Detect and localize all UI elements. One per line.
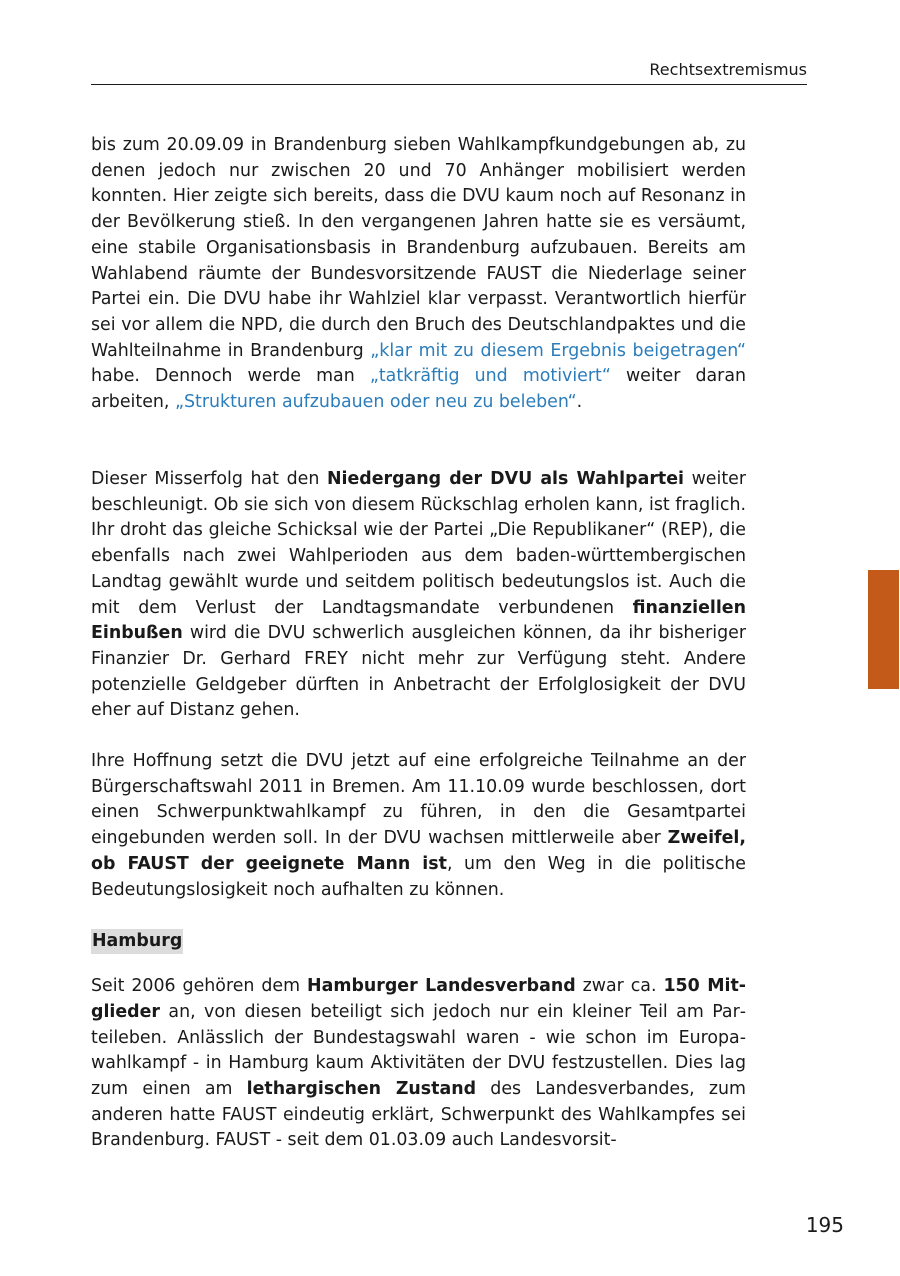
paragraph-decline [91,467,746,724]
bold-phrase: lethargischen Zustand [246,1079,477,1100]
bold-phrase: finanziellen Einbußen [91,597,746,644]
paragraph-brandenburg-campaign [91,133,746,442]
quotation: „Strukturen aufzubauen oder neu zu beleben“ [174,392,577,413]
text-run: zwar ca. [575,976,664,997]
quotation: „klar mit zu diesem Ergebnis beigetragen“ [370,340,746,361]
section-heading-hamburg: Hamburg [91,929,183,954]
quotation: „tatkräftig und motiviert“ [369,366,611,387]
text-run: wird die DVU schwerlich ausgleichen können, da ihr bisheriger Finanzier Dr. Gerhard FREY nicht mehr zur Verfügung steht. Andere potenzielle Geldgeber dürften in Anbetracht der Erfolglosigkeit der DVU eher auf Distanz gehen. [91,623,746,721]
text-run: Dieser Misserfolg hat den [91,469,327,489]
text-run: des Landesverbandes, zum anderen hatte FAUST eindeutig erklärt, Schwerpunkt des Wahlkampfes sei Brandenburg. FAUST - seit dem 01.03.09 auch Landesvorsit- [91,1079,746,1151]
text-run: , um den Weg in die politische Bedeutungslosigkeit noch aufhalten zu können. [91,853,746,900]
text-run: habe. Dennoch werde man [91,366,370,387]
header-rule [91,84,807,85]
paragraph-bremen-hopes [91,749,746,903]
body-text [91,133,746,1154]
running-header-title: Rechtsextremismus [649,60,807,79]
text-run: . [576,392,583,413]
bold-phrase: Zweifel, ob FAUST der geeignete Mann ist [91,828,746,874]
bold-phrase: Hamburger Landesverband [307,976,576,997]
bold-phrase: 150 Mitglieder [91,976,747,1022]
text-run: Seit 2006 gehören dem [91,976,308,997]
text-run: weiter beschleunigt. Ob sie sich von diesem Rückschlag erholen kann, ist fraglich. Ihr droht das gleiche Schicksal wie der Partei „Die Republikaner“ (REP), die ebenfalls nach zwei Wahlperioden aus dem baden-württembergischen Landtag gewählt wurde und seitdem politisch bedeutungslos ist. Auch die mit dem Verlust der Landtagsmandate verbundenen [91,469,746,618]
page-number: 195 [805,1213,844,1237]
text-run: Ihre Hoffnung setzt die DVU jetzt auf eine erfolgreiche Teilnahme an der Bürgerschaftswahl 2011 in Bremen. Am 11.10.09 wurde beschlossen, dort einen Schwerpunktwahlkampf zu führen, in den die Gesamtpartei eingebunden werden soll. In der DVU wachsen mittlerweile aber [91,751,746,849]
paragraph-hamburg [91,974,746,1154]
text-run: an, von diesen beteiligt sich jedoch nur ein kleiner Teil am Parteileben. Anlässlich der Bundestagswahl waren - wie schon im Europawahlkampf - in Hamburg kaum Aktivitäten der DVU festzustellen. Dies lag zum einen am [91,1001,746,1100]
chapter-thumb-tab [868,570,899,689]
text-run: weiter daran arbeiten, [91,366,747,413]
text-run: bis zum 20.09.09 in Brandenburg sieben Wahlkampfkundgebungen ab, zu denen jedoch nur zwischen 20 und 70 Anhänger mobilisiert werden konnten. Hier zeigte sich bereits, dass die DVU kaum noch auf Resonanz in der Bevölkerung stieß. In den vergangenen Jahren hatte sie es versäumt, eine stabile Organisationsbasis in Brandenburg aufzubauen. Bereits am Wahlabend räumte der Bundesvorsitzende FAUST die Niederlage seiner Partei ein. Die DVU habe ihr Wahlziel klar verpasst. Verantwortlich hierfür sei vor allem die NPD, die durch den Bruch des Deutschlandpaktes und die Wahlteilnahme in Brandenburg [91,135,746,361]
bold-phrase: Niedergang der DVU als Wahlpartei [326,469,684,489]
